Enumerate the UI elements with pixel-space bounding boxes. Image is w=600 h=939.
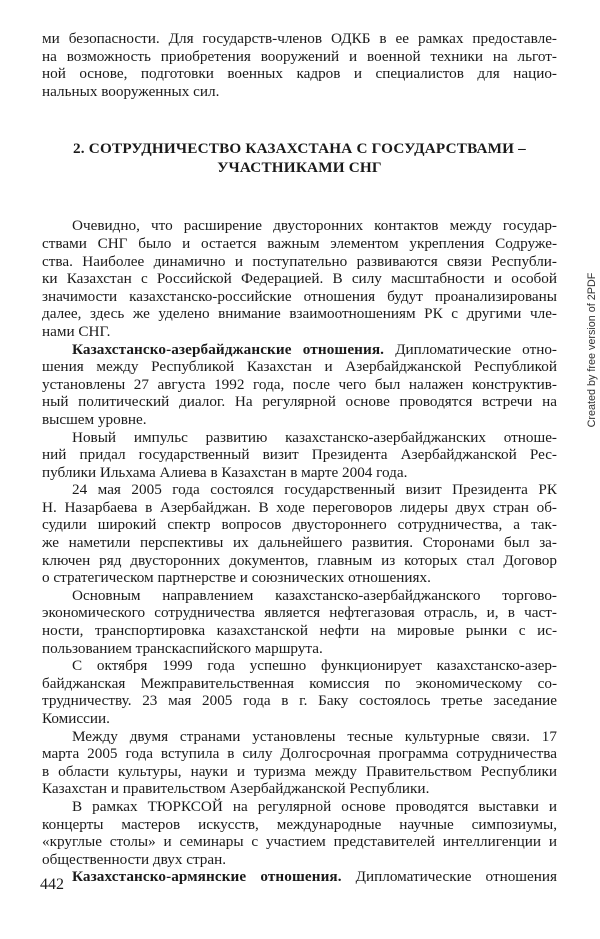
text-span: Дипломатические отношения [341,868,557,886]
paragraph-new-impulse [42,429,557,482]
paragraph-lead-azerbaijan: Казахстанско-азербайджанские отношения. [72,340,385,358]
text-line: 24 мая 2005 года состоялся государственный визит Президента РК [72,481,557,499]
text-line: в области культуры, науки и туризма между Правительством Республики [42,762,557,780]
text-line: Новый импульс развитию казахстанско-азербайджанских отноше- [72,428,557,446]
text-line: трудничеству. 23 мая 2005 года в г. Баку состоялось третье заседание [42,692,557,710]
text-line: Казахстан и правительством Азербайджанской Республики. [42,780,430,798]
text-line: общественности двух стран. [42,850,227,868]
text-line: «круглые столы» и семинары с участием представителей интеллигенции и [42,833,557,851]
text-line: далее, здесь же уделено внимание взаимоотношениям РК с другими чле- [42,305,557,323]
paragraph-armenia-relations [42,868,557,886]
section-heading [42,140,557,177]
text-line: ствами СНГ было и остается важным элементом укрепления Содруже- [42,234,557,252]
text-line: ный политический диалог. На регулярной основе проводятся встречи на [42,393,557,411]
paragraph-state-visit [42,481,557,587]
text-line: ности, транспортировка казахстанской нефти на мировые рынки с ис- [42,622,557,640]
text-line: высшем уровне. [42,410,147,428]
intro-paragraph [42,30,557,100]
text-line: ства. Наиболее динамично и поступательно развиваются связи Республи- [42,252,557,270]
text-line: Н. Назарбаева в Азербайджан. В ходе переговоров лидеры двух стран об- [42,498,557,516]
paragraph-turksoy [42,798,557,868]
text-line: ключен ряд двусторонних документов, главным из которых стал Договор [42,551,557,569]
text-line: судили широкий спектр вопросов двустороннего сотрудничества, а так- [42,516,557,534]
text-line: Комиссии. [42,710,110,727]
text-line: пользованием транскаспийского маршрута. [42,639,323,657]
page-body [42,30,557,886]
text-line: нальных вооруженных сил. [42,82,220,100]
watermark-text: Created by free version of 2PDF [586,272,598,428]
text-line: экономического сотрудничества является нефтегазовая отрасль, и, в част- [42,604,557,622]
text-line: марта 2005 года вступила в силу Долгосрочная программа сотрудничества [42,745,557,763]
paragraph-cis-overview [42,217,557,340]
text-line: шения между Республикой Казахстан и Азербайджанской Республикой [42,358,557,376]
text-line: на возможность приобретения вооружений и военной техники на льгот- [42,47,557,65]
text-line: значимости казахстанско-российские отношения будут проанализированы [42,287,557,305]
text-line: ми безопасности. Для государств-членов ОДКБ в ее рамках предоставле- [42,30,557,47]
page-number: 442 [40,876,64,893]
text-line: публики Ильхама Алиева в Казахстан в марте 2004 года. [42,463,408,481]
text-line: же наметили перспективы их дальнейшего развития. Сторонами был за- [42,534,557,552]
text-line: ной основе, подготовки военных кадров и специалистов для нацио- [42,65,557,83]
text-line: Основным направлением казахстанско-азербайджанского торгово- [72,586,557,604]
text-line: концерты мастеров искусств, международные научные симпозиумы, [42,815,557,833]
section-heading-line: 2. СОТРУДНИЧЕСТВО КАЗАХСТАНА С ГОСУДАРСТВАМИ – [73,140,526,158]
paragraph-cultural-ties [42,728,557,798]
paragraph-oil-gas [42,587,557,657]
text-line: установлены 27 августа 1992 года, после чего был налажен конструктив- [42,375,557,393]
text-line: о стратегическом партнерстве и союзнических отношениях. [42,569,431,587]
paragraph-azerbaijan-relations [42,341,557,429]
paragraph-commission [42,657,557,727]
text-line: Очевидно, что расширение двусторонних контактов между государ- [72,217,557,235]
text-line: В рамках ТЮРКСОЙ на регулярной основе проводятся выставки и [72,797,557,815]
text-span: Дипломатические отно- [384,340,557,358]
text-line: нами СНГ. [42,322,111,340]
text-line: Между двумя странами установлены тесные культурные связи. 17 [72,727,557,745]
text-line [42,868,557,886]
text-line: С октября 1999 года успешно функционирует казахстанско-азер- [72,657,557,675]
text-line: ний придал государственный визит Президента Азербайджанской Рес- [42,446,557,464]
section-heading-line: УЧАСТНИКАМИ СНГ [217,158,382,176]
text-line [42,341,557,359]
text-line: ки Казахстан с Российской Федерацией. В силу масштабности и особой [42,270,557,288]
paragraph-lead-armenia: Казахстанско-армянские отношения. [72,868,342,886]
text-line: байджанская Межправительственная комиссия по экономическому со- [42,674,557,692]
